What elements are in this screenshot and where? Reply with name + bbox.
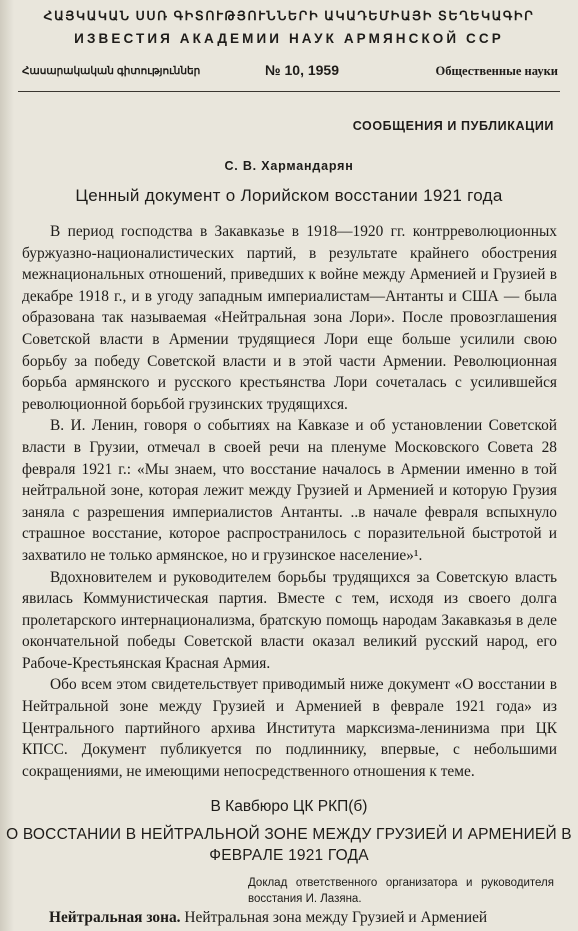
document-addressee: В Кавбюро ЦК РКП(б) xyxy=(210,798,368,815)
series-russian: Общественные науки xyxy=(435,64,558,78)
document-note: Доклад ответственного организатора и руководителя восстания И. Лазяна. xyxy=(248,877,554,905)
page-edge-shadow xyxy=(0,0,14,931)
header-divider xyxy=(18,91,560,92)
section-label: СООБЩЕНИЯ И ПУБЛИКАЦИИ xyxy=(352,119,554,133)
document-heading: О ВОССТАНИИ В НЕЙТРАЛЬНОЙ ЗОНЕ МЕЖДУ ГРУЗИЕЙ И АРМЕНИЕЙ В ФЕВРАЛЕ 1921 ГОДА xyxy=(6,826,572,864)
paragraph: В период господства в Закавказье в 1918—1920 гг. контрреволюционных буржуазно-националистических партий, в результате крайнего обострения межнациональных отношений, приведших к войне между Арменией и Грузией в декабре 1918 г., и в угоду западным империалистам—Антанты и США — была образована так называемая «Нейтральная зона Лори». После провозглашения Советской власти в Армении трудящиеся Лори еще больше усилили свою борьбу за победу Советской власти и в этой части Армении. Революционная борьба армянского и русского крестьянства Лори сочеталась с усилившейся революционной борьбой грузинских трудящихся. xyxy=(22,223,557,413)
article-author: С. В. Хармандарян xyxy=(224,159,354,173)
paragraph: Обо всем этом свидетельствует приводимый ниже документ «О восстании в Нейтральной зоне между Грузией и Арменией в феврале 1921 года» из Центрального партийного архива Института марксизма-ленинизма при ЦК КПСС. Документ публикуется по подлиннику, впервые, с небольшими сокращениями, не имеющими непосредственного отношения к теме. xyxy=(22,676,557,780)
document-first-line-bold: Нейтральная зона. xyxy=(49,909,181,926)
issue-line xyxy=(22,64,558,80)
journal-title-armenian: ՀԱՅԿԱԿԱՆ ՍՍՌ ԳԻՏՈՒԹՅՈՒՆՆԵՐԻ ԱԿԱԴԵՄԻԱՅԻ ՏԵՂԵԿԱԳԻՐ xyxy=(43,9,535,23)
series-armenian: Հասարակական գիտություններ xyxy=(22,65,201,77)
paragraph: В. И. Ленин, говоря о событиях на Кавказе и об установлении Советской власти в Грузии, отмечал в своей речи на пленуме Московского Совета 28 февраля 1921 г.: «Мы знаем, что восстание началось в Армении именно в той нейтральной зоне, которая лежит между Грузией и Арменией и которую Грузия заняла с разрешения империалистов Антанты. ..в начале февраля вспыхнуло страшное восстание, которое распространилось с поразительной быстротой и захватило не только армянское, но и грузинское население»¹. xyxy=(22,417,557,564)
article-body xyxy=(22,221,557,782)
journal-title-russian: ИЗВЕСТИЯ АКАДЕМИИ НАУК АРМЯНСКОЙ ССР xyxy=(74,31,504,46)
document-first-line-text: Нейтральная зона между Грузией и Арменией xyxy=(184,909,488,926)
article-title: Ценный документ о Лорийском восстании 1921 года xyxy=(75,186,503,205)
issue-number: № 10, 1959 xyxy=(265,62,339,78)
paragraph: Вдохновителем и руководителем борьбы трудящихся за Советскую власть явилась Коммунистическая партия. Вместе с тем, исходя из своего долга пролетарского интернационализма, братскую помощь народам Закавказья в деле окончательной победы Советской власти оказал великий русский народ, его Рабоче-Крестьянская Красная Армия. xyxy=(22,568,557,672)
document-first-line xyxy=(49,909,556,927)
